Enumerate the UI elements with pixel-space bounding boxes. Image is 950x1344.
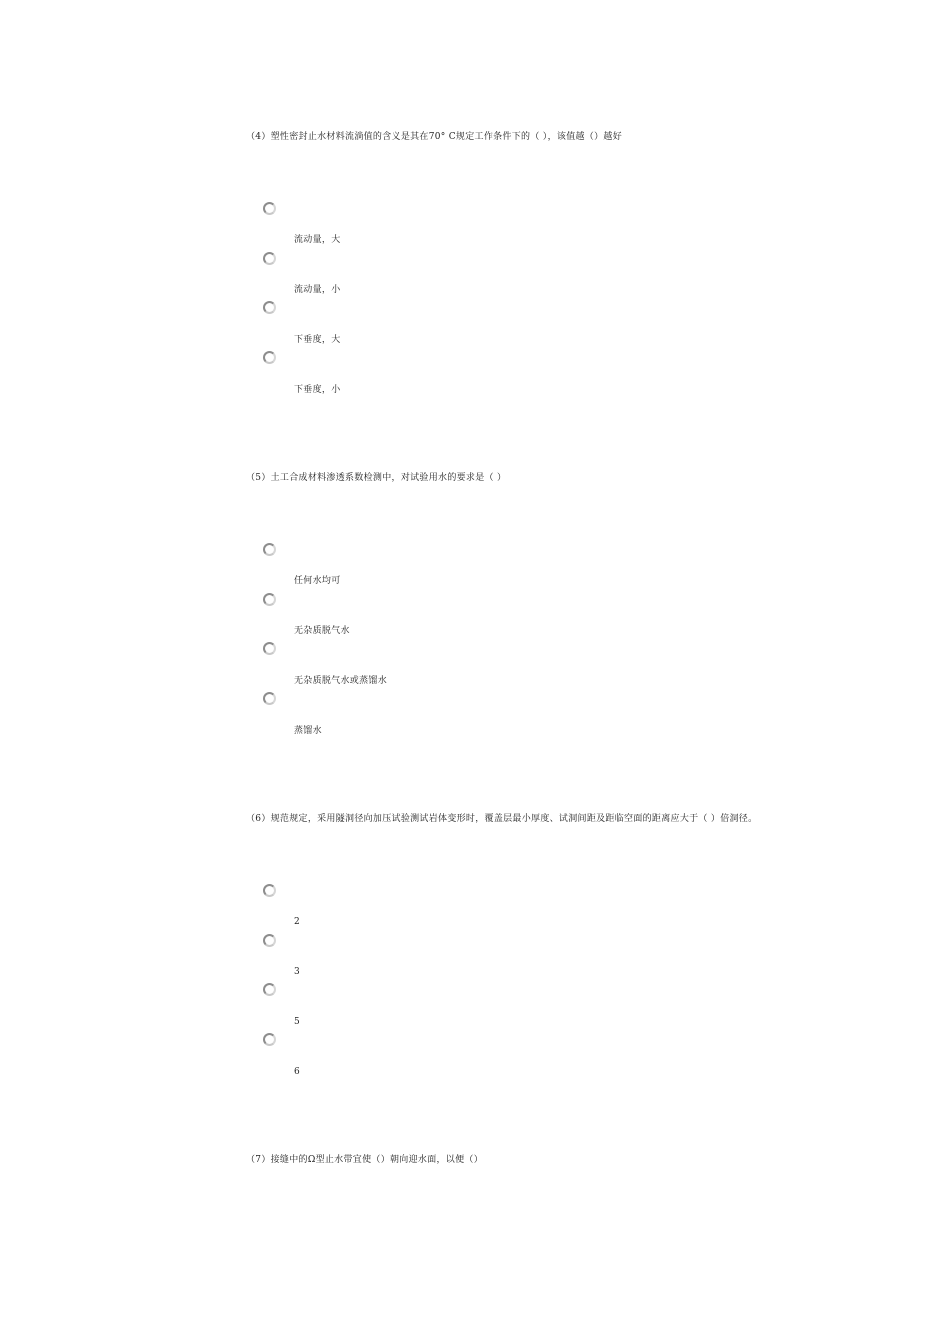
option-label: 任何水均可 — [294, 576, 341, 586]
option-label: 下垂度，大 — [294, 335, 341, 345]
question-text: （6）规范规定，采用隧洞径向加压试验测试岩体变形时，覆盖层最小厚度、试洞间距及距临空面的距离应大于（ ）倍洞径。 — [246, 814, 758, 824]
option-label: 2 — [294, 917, 301, 927]
option-label: 流动量，大 — [294, 235, 341, 245]
question-text: （5）土工合成材料渗透系数检测中，对试验用水的要求是（ ） — [246, 473, 507, 483]
radio-button[interactable] — [263, 543, 276, 556]
option-label: 无杂质脱气水或蒸馏水 — [294, 676, 388, 686]
radio-button[interactable] — [263, 593, 276, 606]
radio-button[interactable] — [263, 252, 276, 265]
radio-button[interactable] — [263, 1033, 276, 1046]
radio-button[interactable] — [263, 983, 276, 996]
radio-button[interactable] — [263, 934, 276, 947]
option-label: 5 — [294, 1017, 301, 1027]
option-label: 流动量，小 — [294, 285, 341, 295]
radio-button[interactable] — [263, 202, 276, 215]
option-label: 3 — [294, 967, 301, 977]
option-label: 6 — [294, 1067, 301, 1077]
question-4 — [246, 131, 906, 431]
option-label: 蒸馏水 — [294, 726, 322, 736]
radio-button[interactable] — [263, 301, 276, 314]
radio-button[interactable] — [263, 351, 276, 364]
radio-button[interactable] — [263, 692, 276, 705]
question-7 — [246, 1154, 906, 1194]
question-text: （4）塑性密封止水材料流淌值的含义是其在70° C规定工作条件下的（ ），该值越（）越好 — [246, 132, 622, 142]
radio-button[interactable] — [263, 884, 276, 897]
radio-button[interactable] — [263, 642, 276, 655]
question-text: （7）接缝中的Ω型止水带宜使（）朝向迎水面，以便（） — [246, 1155, 483, 1165]
option-label: 无杂质脱气水 — [294, 626, 350, 636]
option-label: 下垂度，小 — [294, 385, 341, 395]
question-5 — [246, 472, 906, 772]
question-6 — [246, 813, 906, 1113]
